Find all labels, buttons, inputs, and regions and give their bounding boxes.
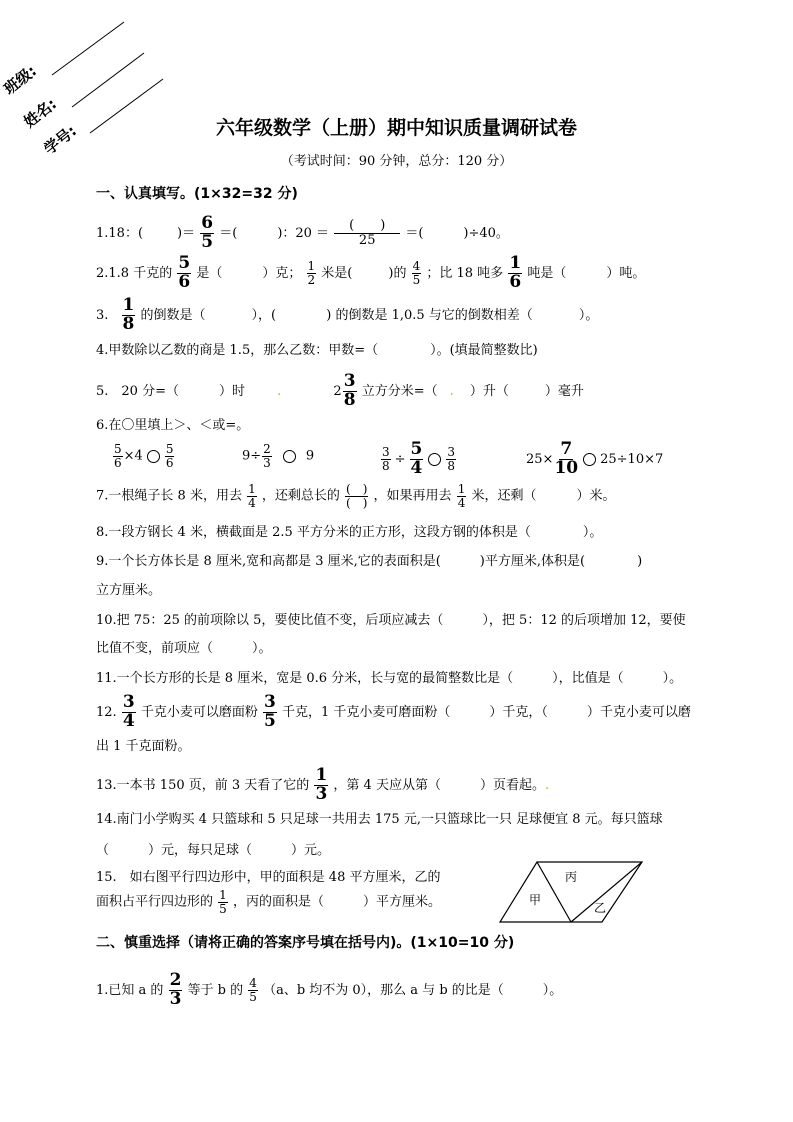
- fraction: $\frac{4}{5}$: [412, 259, 421, 287]
- question-10: 10.把 75：25 的前项除以 5，要使比值不变，后项应减去（ ），把 5：12 的后项增加 12，要使: [96, 613, 686, 628]
- question-15-cont: 面积占平行四边形的 $\frac{1}{5}$ ，丙的面积是（ ）平方厘米。: [96, 888, 441, 916]
- question-13: 13.一本书 150 页，前 3 天看了它的 $\frac{1}{3}$ ，第 4 天应从第（ ）页看起。.: [96, 765, 550, 804]
- question-15: 15. 如右图平行四边形中，甲的面积是 48 平方厘米，乙的: [96, 870, 441, 885]
- fraction: $\frac{1}{2}$: [307, 259, 316, 287]
- question-8: 8.一段方钢长 4 米，横截面是 2.5 平方分米的正方形，这段方钢的体积是（ ）。: [96, 525, 603, 540]
- student-id-label: 学号:: [40, 121, 80, 159]
- section-2-question-1: 1.已知 a 的 $\frac{2}{3}$ 等于 b 的 $\frac{4}{5}$ （a、b 均不为 0），那么 a 与 b 的比是（ ）。: [96, 970, 563, 1009]
- question-10-cont: 比值不变，前项应（ ）。: [96, 641, 272, 656]
- question-2: 2.1.8 千克的 $\frac{5}{6}$ 是（ ）克； $\frac{1}{2}$ 米是( )的 $\frac{4}{5}$ ；比 18 吨多 $\frac{1}{6}$ 吨是（ ）吨。: [96, 253, 646, 292]
- question-1: 1.18：( )＝ $\frac{6}{5}$ ＝( )：20 ＝ $\frac{( )}{25}$ ＝( )÷40。: [96, 213, 509, 252]
- compare-circle[interactable]: [428, 453, 441, 466]
- fraction: $\frac{5}{6}$: [178, 253, 191, 292]
- question-9: 9.一个长方体长是 8 厘米,宽和高都是 3 厘米,它的表面积是( )平方厘米,体积是( ): [96, 554, 643, 569]
- figure-label-jia: 甲: [529, 893, 542, 907]
- fraction: $\frac{1}{8}$: [122, 295, 135, 334]
- decorative-dot: .: [544, 777, 550, 793]
- question-9-cont: 立方厘米。: [96, 583, 162, 598]
- name-label: 姓名:: [20, 94, 60, 132]
- section-1-heading: 一、认真填写。(1×32=32 分): [96, 186, 298, 202]
- exam-subtitle: （考试时间：90 分钟，总分：120 分）: [280, 154, 513, 169]
- fraction: $\frac{( )}{25}$: [334, 219, 400, 247]
- fraction: $\frac{1}{6}$: [509, 253, 522, 292]
- info-underlines: [0, 0, 200, 170]
- fraction: $\frac{3}{8}$: [343, 371, 356, 410]
- question-14: 14.南门小学购买 4 只篮球和 5 只足球一共用去 175 元,一只篮球比一只 足球便宜 8 元。每只篮球: [96, 812, 663, 827]
- q6-expression-2: 9÷ $\frac{2}{3}$ 9: [242, 442, 315, 470]
- class-label: 班级:: [0, 61, 40, 99]
- compare-circle[interactable]: [147, 450, 160, 463]
- question-14-cont: （ ）元，每只足球（ ）元。: [96, 843, 331, 858]
- figure-label-yi: 乙: [594, 901, 607, 915]
- question-5: 5. 20 分=（ ）时 . 2 $\frac{3}{8}$ 立方分米=（ . ）升（ ）毫升: [96, 371, 584, 410]
- decorative-dot: .: [277, 383, 282, 399]
- figure-label-bing: 丙: [565, 870, 578, 884]
- question-3: 3. $\frac{1}{8}$ 的倒数是（ ），( ) 的倒数是 1,0.5 与它的倒数相差（ ）。: [96, 295, 599, 334]
- question-6: 6.在〇里填上＞、＜或=。: [96, 418, 250, 433]
- decorative-dot: .: [449, 383, 454, 399]
- student-info-stamp: [0, 0, 200, 170]
- fraction: $\frac{6}{5}$: [201, 213, 214, 252]
- section-2-heading: 二、慎重选择（请将正确的答案序号填在括号内)。(1×10=10 分): [96, 935, 515, 951]
- question-12-cont: 出 1 千克面粉。: [96, 739, 191, 754]
- q6-expression-4: 25× $\frac{7}{10}$ 25÷10×7: [526, 439, 664, 478]
- question-12: 12. $\frac{3}{4}$ 千克小麦可以磨面粉 $\frac{3}{5}$ 千克，1 千克小麦可磨面粉（ ）千克，（ ）千克小麦可以磨: [96, 692, 691, 731]
- divider-line-2: [571, 862, 642, 922]
- compare-circle[interactable]: [283, 450, 296, 463]
- parallelogram-figure: [499, 860, 659, 926]
- question-11: 11.一个长方形的长是 8 厘米，宽是 0.6 分米，长与宽的最简整数比是（ ），比值是（ ）。: [96, 671, 683, 686]
- page-title: 六年级数学（上册）期中知识质量调研试卷: [215, 117, 577, 139]
- question-4: 4.甲数除以乙数的商是 1.5，那么乙数：甲数=（ ）。(填最简整数比): [96, 343, 538, 358]
- q6-expression-3: $\frac{3}{8}$ ÷ $\frac{5}{4}$ $\frac{3}{8}$: [382, 439, 456, 478]
- compare-circle[interactable]: [583, 453, 596, 466]
- q6-expression-1: $\frac{5}{6}$ ×4 $\frac{5}{6}$: [114, 442, 174, 470]
- question-7: 7.一根绳子长 8 米，用去 $\frac{1}{4}$ ，还剩总长的 $\frac{( )}{( )}$ ，如果再用去 $\frac{1}{4}$ 米，还剩（ ）米。: [96, 482, 616, 510]
